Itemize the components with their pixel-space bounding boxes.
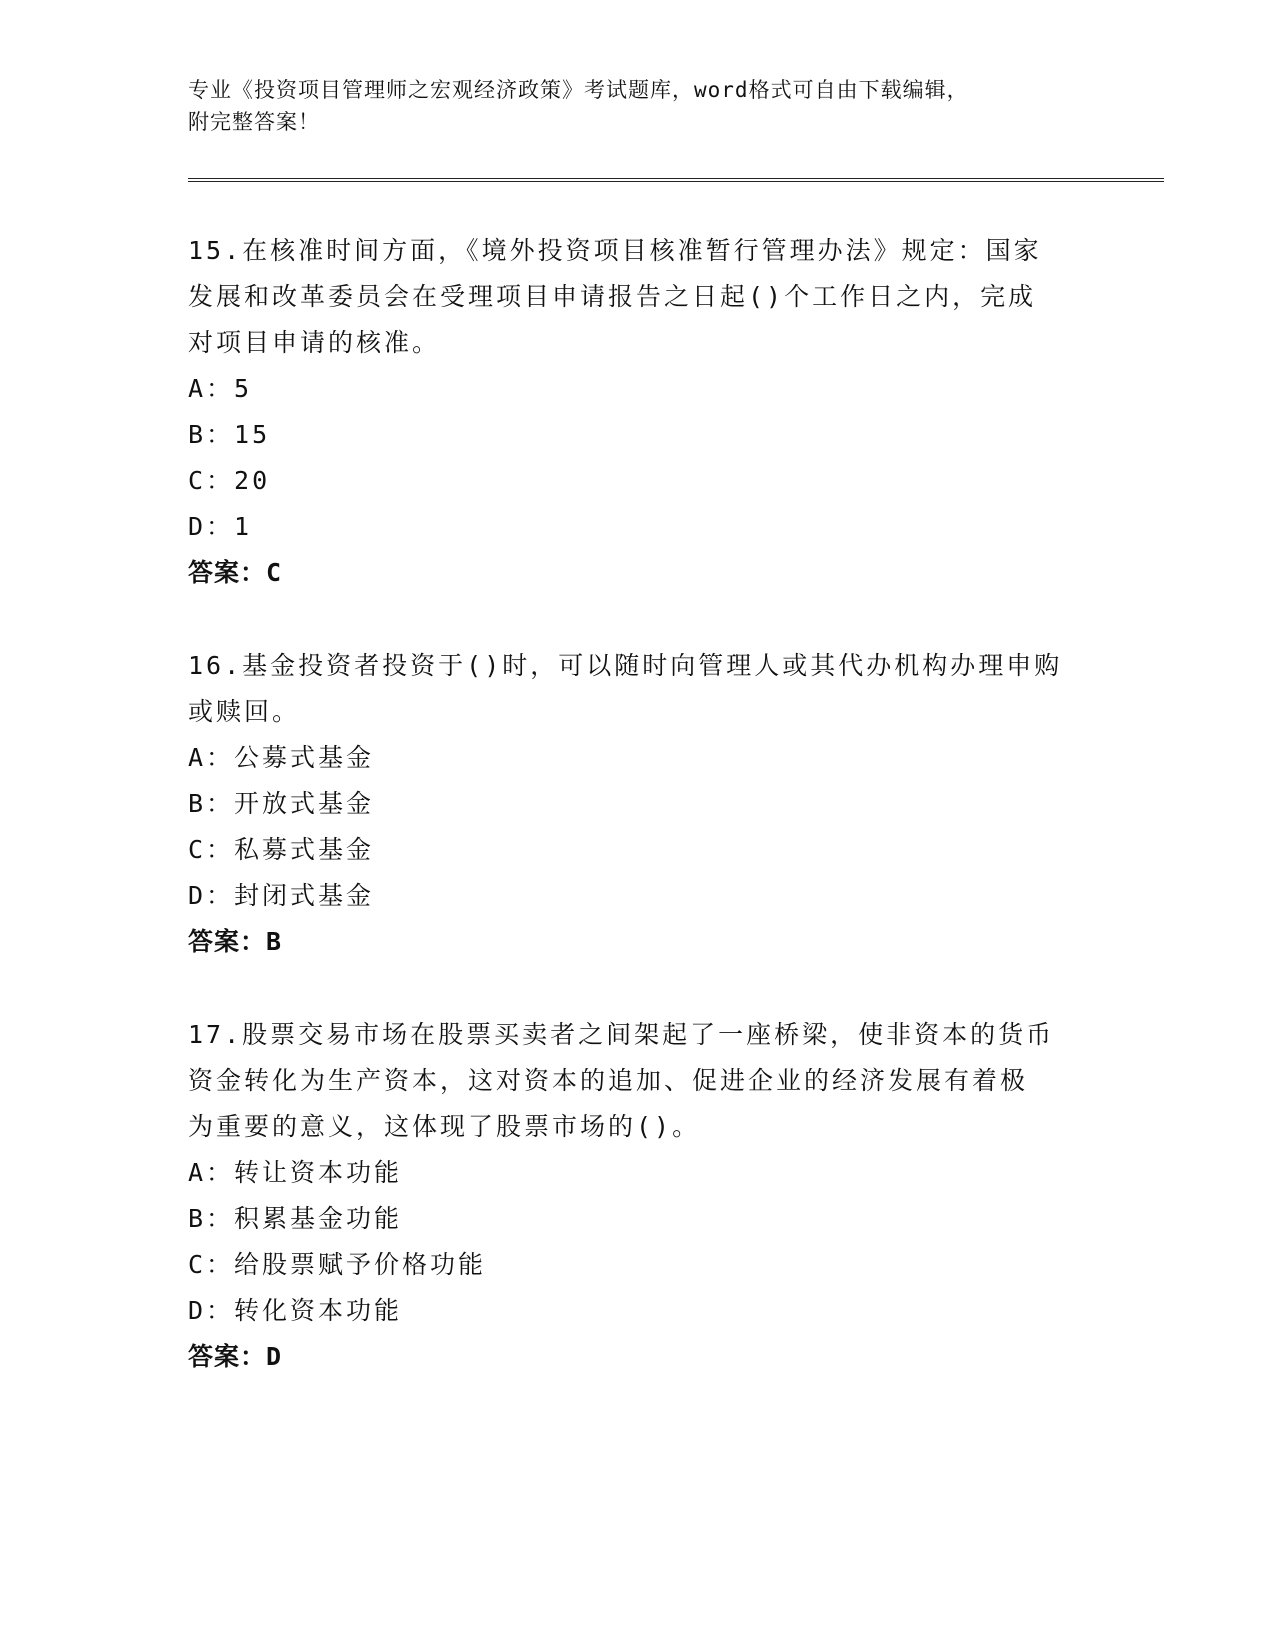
stem-line: 15.在核准时间方面，《境外投资项目核准暂行管理办法》规定：国家 [188, 236, 1042, 265]
question-17-stem [188, 1012, 1088, 1150]
stem-line: 17.股票交易市场在股票买卖者之间架起了一座桥梁，使非资本的货币 [188, 1020, 1055, 1049]
question-15-option-b: B：15 [188, 420, 271, 449]
question-16-option-c: C：私募式基金 [188, 835, 375, 864]
question-15-answer: 答案：C [188, 558, 283, 587]
question-17-answer: 答案：D [188, 1342, 283, 1371]
header-line-2: 附完整答案！ [188, 110, 320, 134]
question-17-option-b: B：积累基金功能 [188, 1204, 403, 1233]
stem-line: 或赎回。 [188, 697, 301, 726]
question-17-option-d: D：转化资本功能 [188, 1296, 403, 1325]
document-header [188, 74, 1088, 138]
stem-line: 资金转化为生产资本，这对资本的追加、促进企业的经济发展有着极 [188, 1066, 1029, 1095]
question-15-option-c: C：20 [188, 466, 271, 495]
question-16-stem [188, 643, 1088, 735]
question-15-option-d: D：1 [188, 512, 253, 541]
stem-line: 发展和改革委员会在受理项目申请报告之日起()个工作日之内，完成 [188, 282, 1037, 311]
question-15-stem [188, 228, 1088, 366]
question-16-option-a: A：公募式基金 [188, 743, 375, 772]
header-divider [188, 178, 1164, 182]
stem-line: 为重要的意义，这体现了股票市场的()。 [188, 1112, 701, 1141]
stem-line: 对项目申请的核准。 [188, 328, 441, 357]
header-line-1: 专业《投资项目管理师之宏观经济政策》考试题库，word格式可自由下载编辑， [188, 78, 969, 102]
question-15-option-a: A：5 [188, 374, 253, 403]
question-16-answer: 答案：B [188, 927, 283, 956]
question-16-option-d: D：封闭式基金 [188, 881, 375, 910]
stem-line: 16.基金投资者投资于()时，可以随时向管理人或其代办机构办理申购 [188, 651, 1063, 680]
question-17-option-a: A：转让资本功能 [188, 1158, 403, 1187]
question-16-option-b: B：开放式基金 [188, 789, 375, 818]
question-17-option-c: C：给股票赋予价格功能 [188, 1250, 487, 1279]
